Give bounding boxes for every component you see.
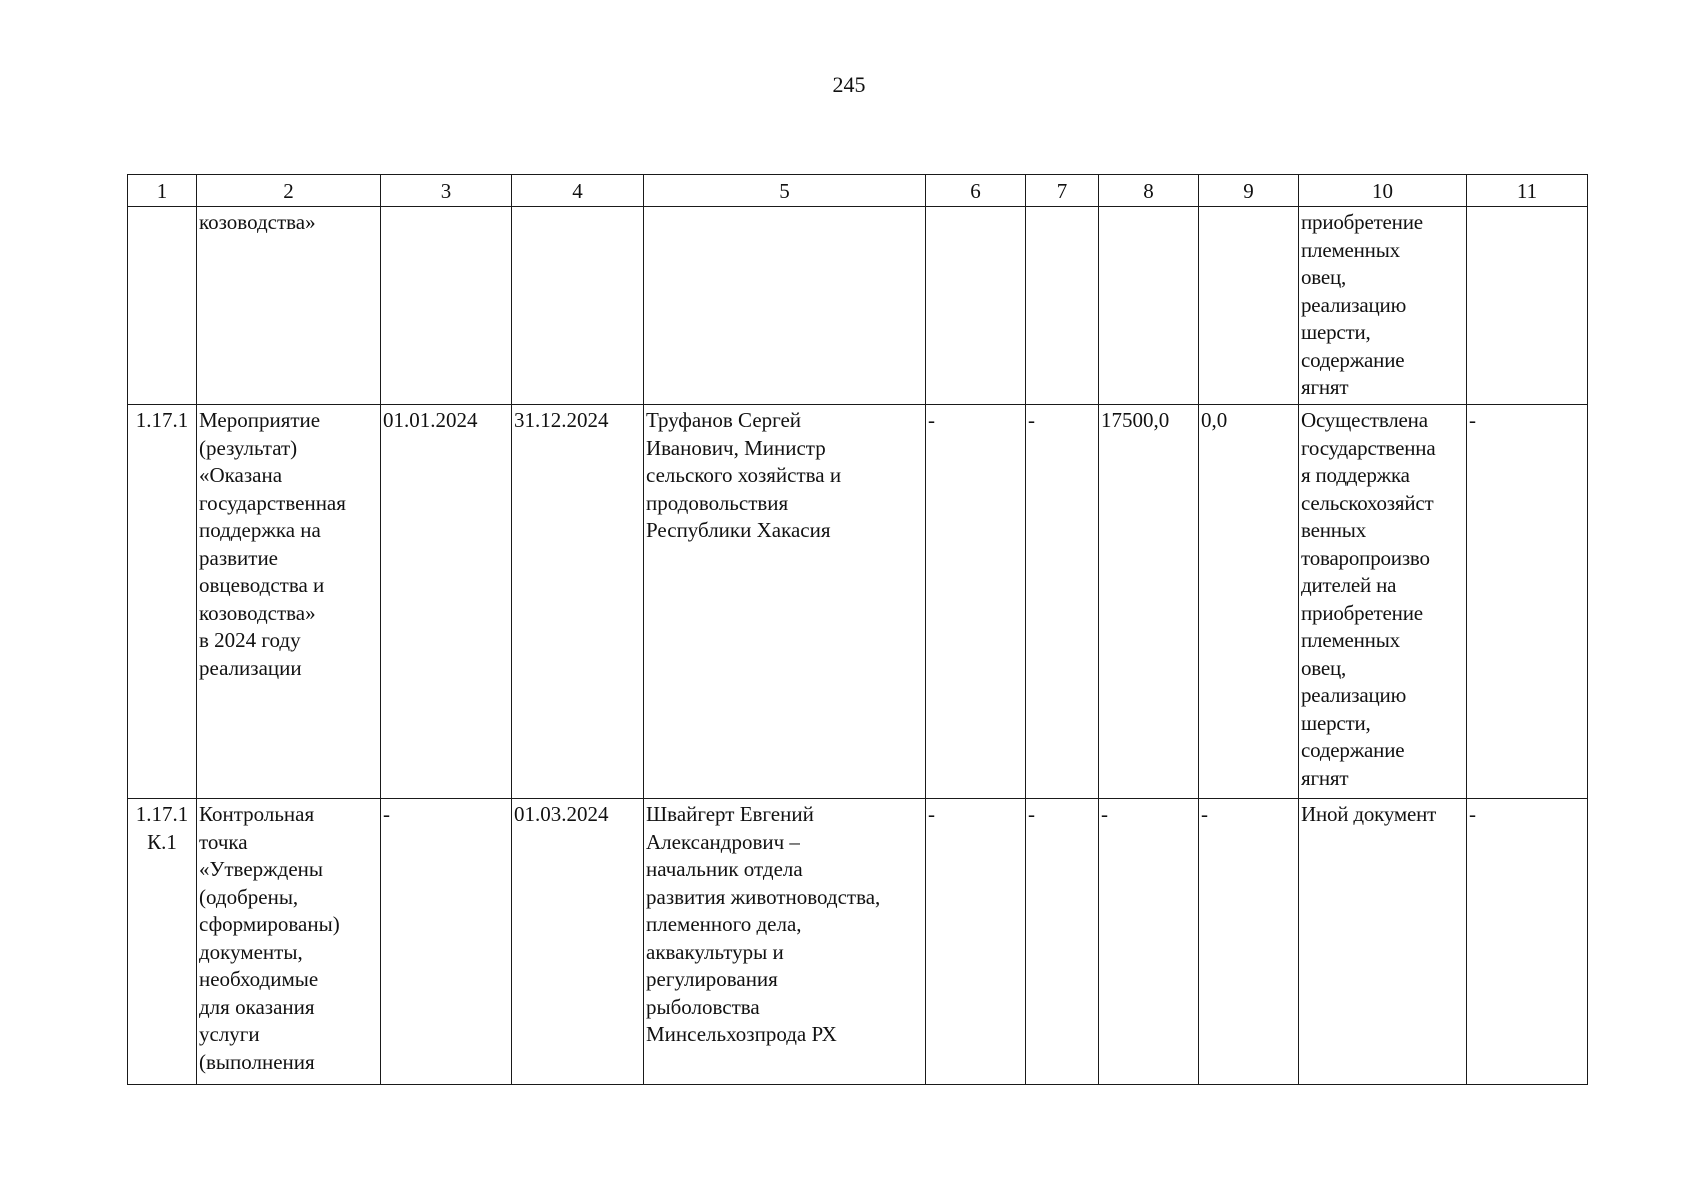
plan-table: [127, 174, 1588, 1085]
table-cell: 17500,0: [1099, 405, 1199, 799]
table-cell: -: [926, 405, 1026, 799]
table-cell: [644, 207, 926, 405]
page-number: 245: [832, 72, 866, 97]
table-cell: [1467, 207, 1588, 405]
table-cell: 1.17.1: [128, 405, 197, 799]
column-header: 7: [1026, 175, 1099, 207]
table-row: [128, 207, 1588, 405]
column-header: 9: [1199, 175, 1299, 207]
table-header-row: [128, 175, 1588, 207]
column-header: 3: [381, 175, 512, 207]
table-cell: приобретение племенных овец, реализацию шерсти, содержание ягнят: [1299, 207, 1467, 405]
table-cell: 1.17.1 К.1: [128, 799, 197, 1085]
table-cell: Иной документ: [1299, 799, 1467, 1085]
column-header: 5: [644, 175, 926, 207]
table-cell: Мероприятие (результат) «Оказана государственная поддержка на развитие овцеводства и козоводства» в 2024 году реализации: [197, 405, 381, 799]
table-cell: [512, 207, 644, 405]
table-cell: 01.01.2024: [381, 405, 512, 799]
column-header: 11: [1467, 175, 1588, 207]
column-header: 6: [926, 175, 1026, 207]
table-cell: -: [1467, 405, 1588, 799]
table-cell: [381, 207, 512, 405]
table-cell: [1099, 207, 1199, 405]
table-cell: [926, 207, 1026, 405]
column-header: 8: [1099, 175, 1199, 207]
table-cell: Контрольная точка «Утверждены (одобрены, сформированы) документы, необходимые для оказания услуги (выполнения: [197, 799, 381, 1085]
table-cell: -: [1026, 405, 1099, 799]
table-cell: -: [1099, 799, 1199, 1085]
table-cell: [1026, 207, 1099, 405]
table-cell: [128, 207, 197, 405]
column-header: 4: [512, 175, 644, 207]
column-header: 2: [197, 175, 381, 207]
table-cell: -: [926, 799, 1026, 1085]
table-cell: Швайгерт Евгений Александрович – начальник отдела развития животноводства, племенного дела, аквакультуры и регулирования рыболовства Минсельхозпрода РХ: [644, 799, 926, 1085]
table-cell: -: [381, 799, 512, 1085]
table-cell: Труфанов Сергей Иванович, Министр сельского хозяйства и продовольствия Республики Хакасия: [644, 405, 926, 799]
table-cell: Осуществлена государственна я поддержка сельскохозяйст венных товаропроизво дителей на приобретение племенных овец, реализацию шерсти, содержание ягнят: [1299, 405, 1467, 799]
table-cell: [1199, 207, 1299, 405]
table-cell: -: [1026, 799, 1099, 1085]
table-cell: 31.12.2024: [512, 405, 644, 799]
table-cell: 01.03.2024: [512, 799, 644, 1085]
table-cell: козоводства»: [197, 207, 381, 405]
table-cell: 0,0: [1199, 405, 1299, 799]
column-header: 10: [1299, 175, 1467, 207]
column-header: 1: [128, 175, 197, 207]
table-cell: -: [1199, 799, 1299, 1085]
table-row: [128, 405, 1588, 799]
table-row: [128, 799, 1588, 1085]
table-cell: -: [1467, 799, 1588, 1085]
